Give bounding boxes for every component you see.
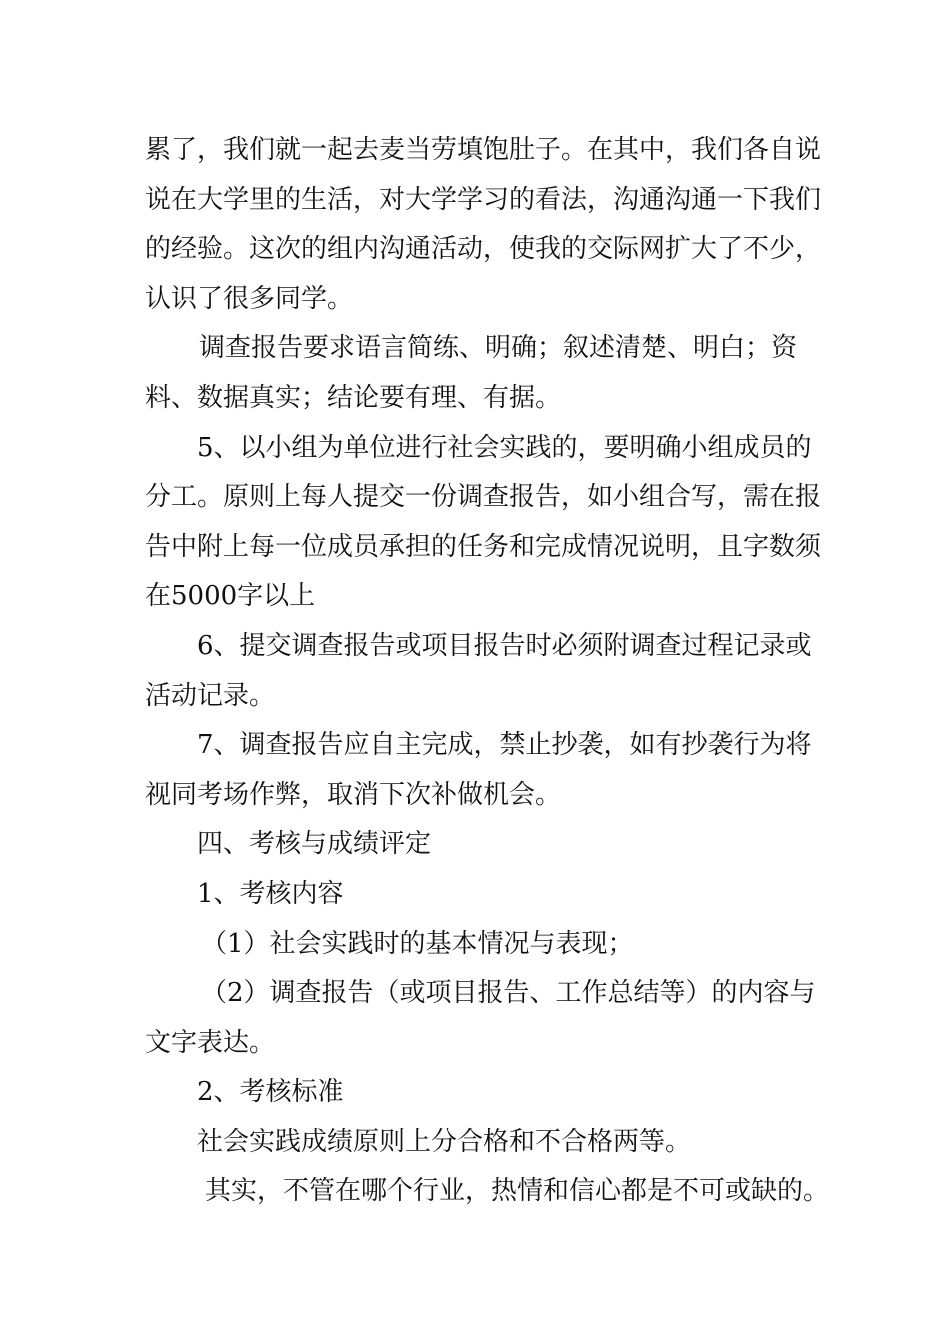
paragraph-item-5: 5、以小组为单位进行社会实践的，要明确小组成员的分工。原则上每人提交一份调查报告，如小组合写，需在报告中附上每一位成员承担的任务和完成情况说明，且字数须在5000字以上 <box>145 432 822 612</box>
subheading-assessment-standard: 2、考核标准 <box>197 1077 344 1108</box>
paragraph-continuation: 累了，我们就一起去麦当劳填饱肚子。在其中，我们各自说说在大学里的生活，对大学学习的看法，沟通沟通一下我们的经验。这次的组内沟通活动，使我的交际网扩大了不少，认识了很多同学。 <box>145 135 822 314</box>
list-item-2: （2）调查报告（或项目报告、工作总结等）的内容与文字表达。 <box>145 978 816 1058</box>
document-body <box>145 126 835 1217</box>
paragraph-item-7: 7、调查报告应自主完成，禁止抄袭，如有抄袭行为将视同考场作弊，取消下次补做机会。 <box>145 730 812 810</box>
list-item-1: （1）社会实践时的基本情况与表现； <box>201 928 634 959</box>
paragraph-closing: 其实，不管在哪个行业，热情和信心都是不可或缺的。 <box>205 1176 830 1207</box>
paragraph-grading: 社会实践成绩原则上分合格和不合格两等。 <box>197 1126 692 1157</box>
subheading-assessment-content: 1、考核内容 <box>197 878 344 909</box>
paragraph-report-requirements: 调查报告要求语言简练、明确；叙述清楚、明白；资料、数据真实；结论要有理、有据。 <box>145 333 798 413</box>
section-heading-assessment: 四、考核与成绩评定 <box>197 829 432 860</box>
paragraph-item-6: 6、提交调查报告或项目报告时必须附调查过程记录或活动记录。 <box>145 630 812 711</box>
